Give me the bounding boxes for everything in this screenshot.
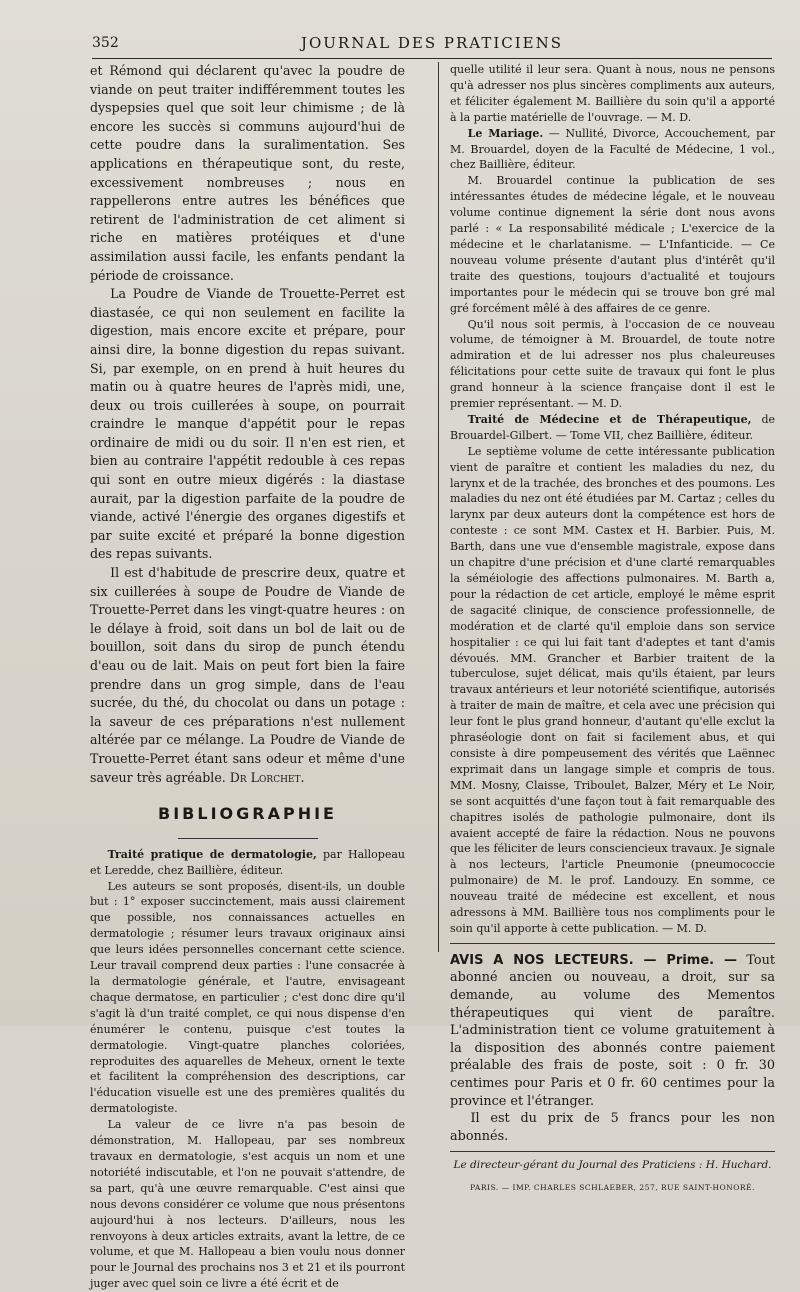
avis-body: Tout abonné ancien ou nouveau, a droit, sur sa demande, au volume des Mementos thérapeutiques qui vient de paraître. L'administration tient ce volume gratuitement à la disposition des abonnés contre paiement préalable des frais de poste, soit : 0 fr. 30 centimes pour Paris et 0 fr. 60 centimes pour la province et l'étranger. — [450, 952, 775, 1109]
paragraph-poudre-3-text: Il est d'habitude de prescrire deux, quatre et six cuillerées à soupe de Poudre de Viande de Trouette-Perret dans les vingt-quatre heures : on le délaye à froid, soit dans un bol de lait ou de bouillon, soit dans du sirop de punch étendu d'eau ou de lait. Mais on peut fort bien la faire prendre dans un grog simple, dans de l'eau sucrée, du thé, du chocolat ou dans un potage : la saveur de ces préparations n'est nullement altérée par ce mélange. La Poudre de Viande de Trouette-Perret étant sans odeur et même d'une saveur très agréable. — [90, 565, 405, 785]
entry-mariage-paragraph-2: Qu'il nous soit permis, à l'occasion de ce nouveau volume, de témoigner à M. Brouardel, de toute notre admiration et de lui adresser nos plus chaleureuses félicitations pour cette suite de travaux qui font le plus grand honneur à la science française dont il est le premier représentant. — M. D. — [450, 317, 775, 411]
page-number: 352 — [92, 35, 119, 51]
entry-traite-medecine-title — [450, 412, 775, 444]
entry-traite-medecine-paragraph: Le septième volume de cette intéressante publication vient de paraître et contient les maladies du nez, du larynx et de la trachée, des bronches et des poumons. Les maladies du nez ont été étudiées par M. Cartaz ; celles du larynx par deux auteurs dont la compétence est hors de conteste : ce sont MM. Castex et H. Barbier. Puis, M. Barth, dans une vue d'ensemble magistrale, expose dans un chapitre d'une précision et d'une clarté remarquables la séméiologie des affections pulmonaires. M. Barth a, pour la rédaction de cet article, employé le même esprit de sagacité clinique, de conscience professionnelle, de modération et de clarté qu'il emploie dans son service hospitalier : ce qui lui fait tant d'adeptes et tant d'amis dévoués. MM. Grancher et Barbier traitent de la tuberculose, sujet délicat, mais qu'ils étaient, par leurs travaux antérieurs et leur notoriété scientifique, autorisés à traiter de main de maître, et cela avec une précision qui leur font le plus grand honneur, d'autant qu'elle exclut la phraséologie dont on fait si facilement abus, et qui consiste à dire pompeusement des vérités que Laënnec exprimait dans un langage simple et compris de tous. MM. Mosny, Claisse, Triboulet, Balzer, Méry et Le Noir, se sont acquittés d'une façon tout à fait remarquable des chapitres isolés de pathologie pulmonaire, dont ils avaient accepté de faire la rédaction. Nous ne pouvons que les féliciter de leurs consciencieux travaux. Je signale à nos lecteurs, l'article Pneumonie (pneumococcie pulmonaire) de M. le prof. Landouzy. En somme, ce nouveau traité de médecine est excellent, et nous adressons à MM. Baillière tous nos compliments pour le soin qu'il apporte à cette publication. — M. D. — [450, 444, 775, 935]
avis-lecteurs — [450, 952, 775, 1146]
entry-dermatologie-meta: par Hallopeau et Leredde, chez Baillière, éditeur. — [90, 847, 405, 877]
avis-divider — [450, 943, 775, 944]
author-signature: Dr Lorchet. — [229, 769, 305, 785]
paragraph-poudre-1: et Rémond qui déclarent qu'avec la poudre de viande on peut traiter indifféremment toutes les dyspepsies quel que soit leur chimisme ; de là encore les succès si communs aujourd'hui de cette poudre dans la suralimentation. Ses applications en thérapeutique sont, du reste, excessivement nombreuses ; nous en rappellerons entre autres les bénéfices que retirent de l'administration de cet aliment si riche en matières protéiques et d'une assimilation aussi facile, les enfants pendant la période de croissance. — [90, 63, 405, 283]
heading-divider — [178, 838, 318, 839]
entry-dermatologie-paragraph-1: Les auteurs se sont proposés, disent-ils, un double but : 1° exposer succinctement, mais aussi clairement que possible, nos connaissances actuelles en dermatologie ; résumer leurs travaux originaux ainsi que leurs idées personnelles concernant cette science. Leur travail comprend deux parties : l'une consacrée à la dermatologie générale, et l'autre, envisageant chaque dermatose, en particulier ; c'est donc dire qu'il s'agit là d'un traité complet, ce qui nous dispense d'en énumérer le contenu, puisque c'est toutes la dermatologie. Vingt-quatre planches coloriées, reproduites des aquarelles de Meheux, ornent le texte et facilitent la compréhension des descriptions, car l'éducation visuelle est une des premières qualités du dermatologiste. — [90, 879, 405, 1116]
footer-divider — [450, 1151, 775, 1152]
page-header — [92, 28, 772, 59]
entry-dermatologie-paragraph-2: La valeur de ce livre n'a pas besoin de démonstration, M. Hallopeau, par ses nombreux travaux en dermatologie, s'est acquis un nom et une notoriété indiscutable, et l'on ne pouvait s'attendre, de sa part, qu'à une œuvre remarquable. C'est ainsi que nous devons considérer ce volume que nous présentons aujourd'hui à nos lecteurs. D'ailleurs, nous les renvoyons à deux articles extraits, avant la lettre, de ce volume, et que M. Hallopeau a bien voulu nous donner pour le Journal des prochains nos 3 et 21 et ils pourront juger avec quel soin ce livre a été écrit et de — [90, 1118, 405, 1291]
right-column — [450, 62, 775, 1196]
paragraph-poudre-2: La Poudre de Viande de Trouette-Perret est diastasée, ce qui non seulement en facilite la digestion, mais encore excite et prépare, pour ainsi dire, la bonne digestion du repas suivant. Si, par exemple, on en prend à huit heures du matin ou à quatre heures de l'après midi, une, deux ou trois cuillerées à soupe, on pourrait craindre le manque d'appétit pour le repas ordinaire de midi ou du soir. Il n'en est rien, et bien au contraire l'appétit redouble à ces repas qui sont en outre mieux digérés : la diastase aurait, par la digestion parfaite de la poudre de viande, activé l'énergie des organes digestifs et par suite excité et préparé la bonne digestion des repas suivants. — [90, 286, 405, 562]
column-divider — [438, 62, 439, 952]
entry-mariage-meta: — Nullité, Divorce, Accouchement, par M. Brouardel, doyen de la Faculté de Médecine, 1 vol., chez Baillière, éditeur. — [450, 126, 775, 172]
entry-mariage-head: Le Mariage. — [467, 126, 544, 140]
left-column — [90, 62, 405, 1292]
director-line: Le directeur-gérant du Journal des Praticiens : H. Huchard. — [453, 1159, 772, 1172]
avis-heading: AVIS A NOS LECTEURS. — Prime. — — [450, 952, 737, 968]
paragraph-poudre-3 — [90, 564, 405, 787]
entry-dermatologie-head: Traité pratique de dermatologie, — [107, 847, 317, 861]
entry-mariage-paragraph-1: M. Brouardel continue la publication de ses intéressantes études de médecine légale, et le nouveau volume continue dignement la série dont nous avons parlé : « La responsabilité médicale ; L'exercice de la médecine et le charlatanisme. — L'Infanticide. — Ce nouveau volume présente d'autant plus d'intérêt qu'il traite des questions, toujours d'actualité et toujours importantes pour le médecin qui se trouve bon gré mal gré forcément mêlé à des affaires de ce genre. — [450, 174, 775, 315]
entry-traite-medecine-head: Traité de Médecine et de Thérapeutique, — [467, 412, 752, 426]
entry-traite-medecine-meta: de Brouardel-Gilbert. — Tome VII, chez Baillière, éditeur. — [450, 412, 776, 442]
bibliographie-heading: BIBLIOGRAPHIE — [158, 804, 337, 824]
avis-price: Il est du prix de 5 francs pour les non abonnés. — [450, 1111, 775, 1144]
printer-line: PARIS. — IMP. CHARLES SCHLAEBER, 257, RUE SAINT-HONORÉ. — [470, 1183, 755, 1193]
journal-title: JOURNAL DES PRATICIENS — [300, 34, 564, 52]
entry-dermatologie-continuation: quelle utilité il leur sera. Quant à nous, nous ne pensons qu'à adresser nos plus sincères compliments aux auteurs, et féliciter également M. Baillière du soin qu'il a apporté à la partie matérielle de l'ouvrage. — M. D. — [450, 63, 775, 124]
entry-dermatologie-title — [90, 847, 405, 879]
entry-mariage-title — [450, 126, 775, 174]
